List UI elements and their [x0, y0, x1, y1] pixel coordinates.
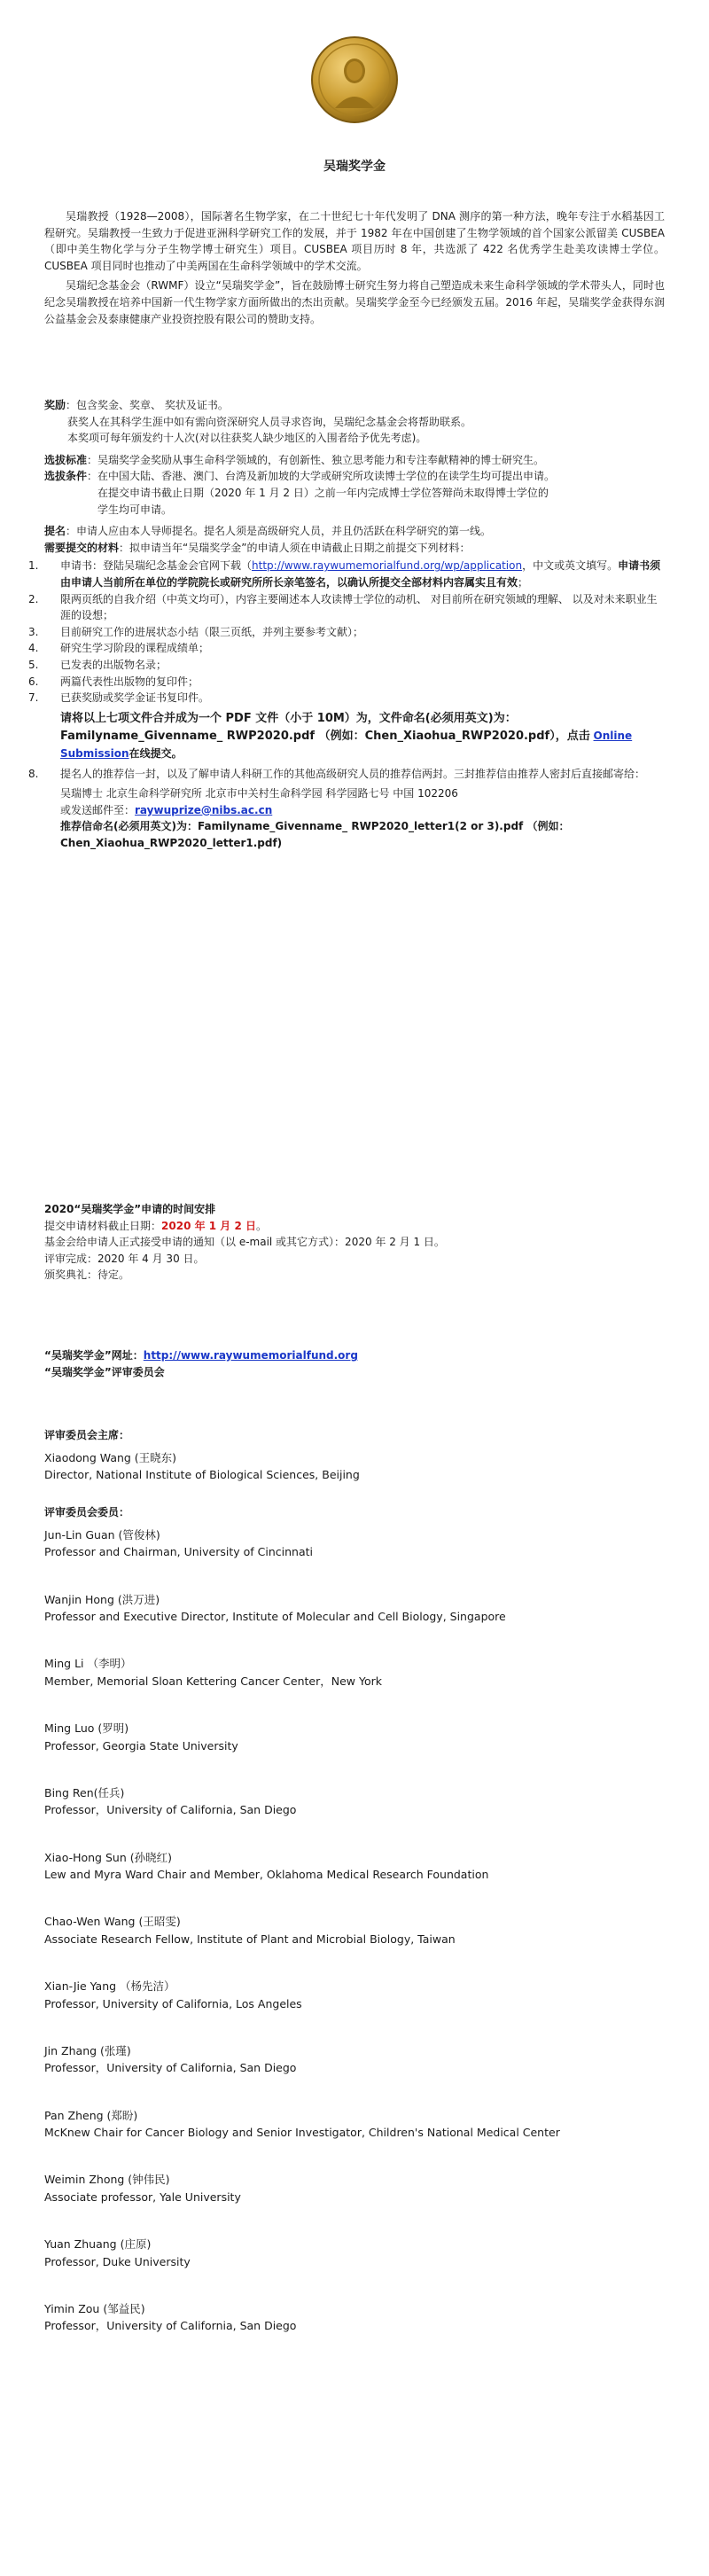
- material-item-5: 5. 已发表的出版物名录；: [28, 658, 168, 671]
- material-item-4: 4. 研究生学习阶段的课程成绩单；: [28, 642, 210, 655]
- intro-paragraph-2: 吴瑞纪念基金会（RWMF）设立“吴瑞奖学金”，旨在鼓励博士研究生努力将自己塑造成未来生命科学领域的学术带头人，同时也纪念吴瑞教授在培养中国新一代生物学家方面所做出的杰出贡献。吴瑞奖学金至今已经颁发五届。2016 年起，吴瑞奖学金获得东润公益基金会及泰康健康产业投资控股有限公司的赞助支持。: [44, 279, 665, 325]
- online-submission-link[interactable]: Online Submission: [60, 729, 633, 760]
- member-name: Weimin Zhong (钟伟民): [44, 2173, 170, 2187]
- awards-text: ：包含奖金、奖章、 奖状及证书。: [66, 399, 229, 411]
- committee-member: [44, 1849, 665, 1884]
- member-name: Xiao-Hong Sun (孙晓红): [44, 1850, 172, 1864]
- conditions-line: [44, 468, 665, 485]
- committee-section: [44, 1427, 665, 2365]
- application-link[interactable]: http://www.raywumemorialfund.org/wp/application: [252, 559, 523, 573]
- members-heading: 评审委员会委员：: [44, 1506, 130, 1519]
- committee-member: [44, 1913, 665, 1948]
- medal-portrait-icon: [310, 35, 399, 124]
- committee-member: [44, 2042, 665, 2077]
- committee-member: [44, 1784, 665, 1819]
- nomination-label: 提名: [44, 525, 66, 538]
- material-item-6: 6. 两篇代表性出版物的复印件；: [28, 675, 199, 688]
- committee-member: [44, 1720, 665, 1754]
- member-name: Xian-Jie Yang （杨先洁）: [44, 1979, 175, 1994]
- page-title: 吴瑞奖学金: [323, 160, 386, 174]
- materials-line: [44, 540, 665, 557]
- member-name: Jin Zhang (张瑾): [44, 2043, 131, 2057]
- member-title: Professor, Georgia State University: [44, 1738, 238, 1752]
- nomination-line: [44, 523, 665, 540]
- merge-instruction: 请将以上七项文件合并成为一个 PDF 文件（小于 10M）为，文件命名(必须用英文)为：Familyname_Givenname_ RWP2020.pdf （例如：Chen_Xiaohua_RWP2020.pdf），点击 Online Submission在线提交。: [60, 711, 633, 760]
- committee-member: [44, 2107, 665, 2142]
- intro-section: [44, 208, 665, 327]
- member-name: Ming Li （李明）: [44, 1657, 132, 1671]
- member-title: Member, Memorial Sloan Kettering Cancer Center，New York: [44, 1674, 382, 1688]
- mailing-address: 吴瑞博士 北京生命科学研究所 北京市中关村生命科学园 科学园路七号 中国 102206: [60, 787, 458, 800]
- schedule-heading: 2020“吴瑞奖学金”申请的时间安排: [44, 1203, 216, 1215]
- member-title: Professor, Duke University: [44, 2254, 191, 2268]
- material-item-7: 7. 已获奖励或奖学金证书复印件。: [28, 691, 210, 705]
- letter-naming: 推荐信命名(必须用英文)为：Familyname_Givenname_ RWP2020_letter1(2 or 3).pdf （例如：Chen_Xiaohua_RWP2020_letter1.pdf): [60, 820, 570, 849]
- materials-text: ：拟申请当年“吴瑞奖学金”的申请人须在申请截止日期之前提交下列材料：: [119, 541, 471, 554]
- member-name: Wanjin Hong (洪万进): [44, 1592, 160, 1606]
- committee-member: [44, 2300, 665, 2335]
- schedule-section: [44, 1201, 665, 1284]
- member-name: Yimin Zou (邹益民): [44, 2301, 145, 2315]
- committee-member: [44, 2171, 665, 2205]
- conditions-line-3: 学生均可申请。: [97, 503, 173, 516]
- awards-label: 奖励: [44, 399, 66, 411]
- deadline-date: 2020 年 1 月 2 日: [161, 1219, 257, 1232]
- details-section: [28, 397, 665, 852]
- material-item-3: 3. 目前研究工作的进展状态小结（限三页纸，并列主要参考文献）；: [28, 625, 364, 638]
- awards-line: [44, 397, 665, 414]
- member-title: McKnew Chair for Cancer Biology and Senior Investigator, Children's National Medical Center: [44, 2126, 560, 2140]
- member-title: Professor，University of California, San Diego: [44, 1803, 297, 1817]
- materials-label: 需要提交的材料: [44, 541, 120, 554]
- chair-entry: [44, 1449, 665, 1484]
- member-title: Lew and Myra Ward Chair and Member, Oklahoma Medical Research Foundation: [44, 1868, 489, 1882]
- ceremony-line: 颁奖典礼：待定。: [44, 1268, 130, 1282]
- chair-heading: 评审委员会主席：: [44, 1429, 130, 1441]
- member-name: Ming Luo (罗明): [44, 1721, 129, 1736]
- chair-name: Xiaodong Wang (王晓东): [44, 1450, 177, 1464]
- email-line: 或发送邮件至：raywuprize@nibs.ac.cn: [60, 803, 273, 816]
- deadline-line: 提交申请材料截止日期：2020 年 1 月 2 日。: [44, 1219, 268, 1232]
- criteria-line: [44, 452, 665, 469]
- member-title: Associate Research Fellow, Institute of Plant and Microbial Biology, Taiwan: [44, 1932, 456, 1946]
- website-link[interactable]: http://www.raywumemorialfund.org: [143, 1349, 358, 1362]
- member-name: Chao-Wen Wang (王昭雯): [44, 1915, 181, 1929]
- member-title: Professor and Chairman, University of Cincinnati: [44, 1545, 314, 1559]
- member-name: Jun-Lin Guan (管俊林): [44, 1527, 160, 1542]
- notice-line: 基金会给申请人正式接受申请的通知（以 e-mail 或其它方式）：2020 年 2 月 1 日。: [44, 1236, 445, 1249]
- member-name: Pan Zheng (郑盼): [44, 2108, 138, 2122]
- review-line: 评审完成：2020 年 4 月 30 日。: [44, 1252, 205, 1265]
- conditions-text: ：在中国大陆、香港、澳门、台湾及新加坡的大学或研究所攻读博士学位的在读学生均可提出申请。: [87, 470, 556, 483]
- member-title: Professor，University of California, San Diego: [44, 2061, 297, 2075]
- awards-line-3: 本奖项可每年颁发约十人次(对以往获奖人缺少地区的入围者给予优先考虑)。: [67, 432, 427, 445]
- website-line: “吴瑞奖学金”网址：http://www.raywumemorialfund.org: [44, 1349, 358, 1362]
- website-section: [44, 1347, 665, 1380]
- chair-title: Director, National Institute of Biological Sciences, Beijing: [44, 1467, 360, 1481]
- email-link[interactable]: raywuprize@nibs.ac.cn: [135, 803, 273, 816]
- material-item-8: 8. 提名人的推荐信一封，以及了解申请人科研工作的其他高级研究人员的推荐信两封。三封推荐信由推荐人密封后直接邮寄给：: [28, 767, 646, 780]
- conditions-line-2: 在提交申请书截止日期（2020 年 1 月 2 日）之前一年内完成博士学位答辩尚未取得博士学位的: [97, 486, 549, 499]
- committee-member: [44, 1526, 665, 1561]
- material-item-1: 1. 申请书：登陆吴瑞纪念基金会官网下载（http://www.raywumemorialfund.org/wp/application，中文或英文填写。申请书须由申请人当前所在单位的学院院长或研究所所长亲笔签名，以确认所提交全部材料内容属实且有效；: [28, 559, 661, 589]
- member-name: Yuan Zhuang (庄原): [44, 2237, 152, 2252]
- awards-line-2: 获奖人在其科学生涯中如有需向资深研究人员寻求咨询，吴瑞纪念基金会将帮助联系。: [67, 415, 472, 428]
- member-title: Professor，University of California, San Diego: [44, 2319, 297, 2333]
- members-list: [44, 1526, 665, 2335]
- member-title: Professor and Executive Director, Institute of Molecular and Cell Biology, Singapore: [44, 1610, 506, 1624]
- nomination-text: ：申请人应由本人导师提名。提名人须是高级研究人员，并且仍活跃在科学研究的第一线。: [66, 525, 492, 538]
- committee-member: [44, 1978, 665, 2012]
- criteria-label: 选拔标准: [44, 453, 88, 466]
- committee-member: [44, 1655, 665, 1690]
- committee-member: [44, 1591, 665, 1626]
- committee-heading: “吴瑞奖学金”评审委员会: [44, 1365, 165, 1378]
- member-title: Professor, University of California, Los Angeles: [44, 1996, 302, 2010]
- member-name: Bing Ren(任兵): [44, 1785, 125, 1799]
- conditions-label: 选拔条件: [44, 470, 88, 483]
- committee-member: [44, 2236, 665, 2270]
- member-title: Associate professor, Yale University: [44, 2190, 241, 2204]
- material-item-2: 2. 限两页纸的自我介绍（中英文均可），内容主要阐述本人攻读博士学位的动机、 对目前所在研究领域的理解、 以及对未来职业生涯的设想；: [28, 592, 658, 622]
- intro-paragraph-1: 吴瑞教授（1928—2008），国际著名生物学家，在二十世纪七十年代发明了 DNA 测序的第一种方法，晚年专注于水稻基因工程研究。吴瑞教授一生致力于促进亚洲科学研究工作的发展，并于 1982 年在中国创建了生物学领域的首个国家公派留美 CUSBEA（即中美生物化学与分子生物学博士研究生）项目。CUSBEA 项目历时 8 年，共选派了 422 名优秀学生赴美攻读博士学位。CUSBEA 项目同时也推动了中美两国在生命科学领域中的学术交流。: [44, 210, 665, 272]
- criteria-text: ：吴瑞奖学金奖励从事生命科学领域的，有创新性、独立思考能力和专注奉献精神的博士研究生。: [87, 453, 545, 466]
